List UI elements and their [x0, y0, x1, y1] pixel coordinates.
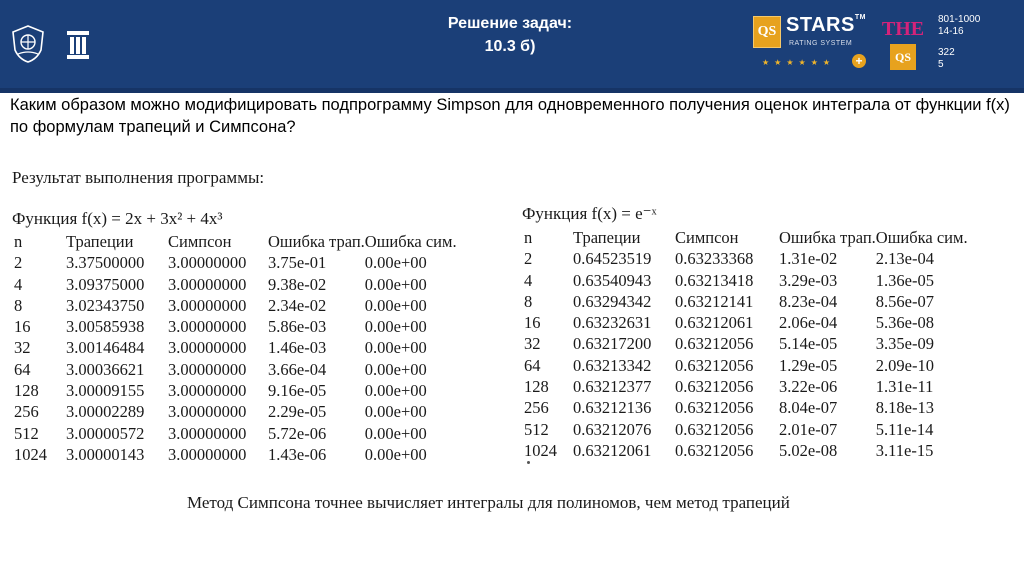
table-cell: 0.63212377: [573, 377, 652, 397]
table-cell: 16: [524, 313, 541, 333]
table-cell: 0.63212056: [675, 398, 754, 418]
table-cell: 0.63233368: [675, 249, 754, 269]
table-cell: 3.00000000: [168, 295, 247, 315]
table-cell: 3.09375000: [66, 274, 145, 294]
table-cell: 256: [524, 398, 549, 418]
table-cell: 5.86e-03: [268, 317, 327, 337]
results-table-polynomial: [14, 231, 457, 465]
table-cell: 512: [14, 423, 39, 443]
table-cell: 0.64523519: [573, 249, 652, 269]
table-cell: 2: [524, 249, 533, 269]
table-cell: 0.63213418: [675, 270, 754, 290]
column-header: n: [14, 232, 23, 251]
qs-rank: 322: [938, 47, 955, 58]
table-row: [14, 337, 457, 358]
qs-ranking-value: [938, 47, 955, 71]
column-header: Трапеции: [66, 232, 134, 251]
table-row: [524, 376, 968, 397]
table-cell: 0.63212056: [675, 334, 754, 354]
header-divider: [0, 88, 1024, 93]
column-header: Ошибка сим.: [875, 228, 968, 247]
table-cell: 8.23e-04: [779, 291, 838, 311]
stars-word: STARS: [786, 14, 855, 36]
table-cell: 3.29e-03: [779, 270, 838, 290]
column-header: Ошибка трап.: [779, 228, 876, 247]
table-cell: 3.00000572: [66, 423, 145, 443]
table-cell: 8.04e-07: [779, 398, 838, 418]
table-cell: 8: [524, 291, 533, 311]
table-cell: 0.63212061: [675, 313, 754, 333]
table-cell: 2.09e-10: [875, 355, 934, 375]
table-row: [524, 270, 968, 291]
table-cell: 512: [524, 419, 549, 439]
the-rank-years: 14-16: [938, 26, 964, 37]
table-cell: 3.00000000: [168, 402, 247, 422]
table-cell: 1.43e-06: [268, 444, 327, 464]
table-cell: 3.00000000: [168, 338, 247, 358]
table-cell: 0.63540943: [573, 270, 652, 290]
table-cell: 3.00000000: [168, 381, 247, 401]
table-cell: 64: [14, 359, 31, 379]
column-header: n: [524, 228, 533, 247]
table-cell: 3.00000143: [66, 444, 145, 464]
column-header: Трапеции: [573, 228, 641, 247]
table-cell: 3.00585938: [66, 317, 145, 337]
stars-tm: TM: [854, 14, 866, 21]
qs-rank-years: 5: [938, 59, 944, 70]
table-cell: 0.63212076: [573, 419, 652, 439]
table-cell: 0.63212136: [573, 398, 652, 418]
table-cell: 3.00000000: [168, 253, 247, 273]
table-cell: 0.63232631: [573, 313, 652, 333]
conclusion-text: Метод Симпсона точнее вычисляет интегралы для полиномов, чем метод трапеций: [187, 493, 790, 512]
table-cell: 0.00e+00: [364, 253, 427, 273]
table-cell: 3.22e-06: [779, 377, 838, 397]
table-cell: 3.00000000: [168, 359, 247, 379]
table-row: [14, 295, 457, 316]
table-row: [14, 380, 457, 401]
table-cell: 9.38e-02: [268, 274, 327, 294]
table-row: [524, 355, 968, 376]
table-cell: 0.63212141: [675, 291, 754, 311]
table-cell: 1.46e-03: [268, 338, 327, 358]
table-cell: 64: [524, 355, 541, 375]
table-cell: 2.06e-04: [779, 313, 838, 333]
table-row: [14, 252, 457, 273]
plus-badge-icon: +: [852, 54, 866, 68]
table-cell: 1024: [524, 440, 557, 460]
table-cell: 0.63213342: [573, 355, 652, 375]
table-row: [524, 397, 968, 418]
table-cell: 0.63294342: [573, 291, 652, 311]
table-row: [524, 312, 968, 333]
table-row: [14, 316, 457, 337]
table-cell: 0.63212056: [675, 419, 754, 439]
table-cell: 0.00e+00: [364, 359, 427, 379]
university-crest-icon: [10, 24, 46, 64]
table-cell: 8: [14, 295, 23, 315]
table-cell: 3.75e-01: [268, 253, 327, 273]
table-row: [524, 440, 968, 461]
table-row: [524, 333, 968, 354]
table-row: [524, 248, 968, 269]
function1-label: Функция f(x) = 2x + 3x² + 4x³: [12, 209, 223, 228]
rating-system-label: RATING SYSTEM: [789, 40, 853, 47]
question-text: Каким образом можно модифицировать подпрограмму Simpson для одновременного получения оценок интеграла от функции f(x) по формулам трапеций и Симпсона?: [10, 96, 1010, 136]
table-cell: 4: [14, 274, 23, 294]
table-cell: 0.00e+00: [364, 295, 427, 315]
table-cell: 2: [14, 253, 23, 273]
table-cell: 0.00e+00: [364, 317, 427, 337]
table-cell: 2.01e-07: [779, 419, 838, 439]
table-cell: 3.66e-04: [268, 359, 327, 379]
slide-title-line2: 10.3 б): [484, 38, 536, 55]
table-cell: 0.63212056: [675, 377, 754, 397]
the-mark: THE: [881, 18, 925, 40]
table-cell: 3.00000000: [168, 444, 247, 464]
table-cell: 2.13e-04: [875, 249, 934, 269]
table-cell: 8.56e-07: [875, 291, 934, 311]
column-header: Симпсон: [168, 232, 232, 251]
the-rank: 801-1000: [938, 14, 981, 25]
table-cell: 3.00009155: [66, 381, 145, 401]
column-header: Ошибка трап.: [268, 232, 365, 251]
table-cell: 0.63217200: [573, 334, 652, 354]
qs-stars-logo-icon: QS: [753, 16, 781, 48]
table-cell: 0.00e+00: [364, 402, 427, 422]
table-row: [14, 401, 457, 422]
result-title: Результат выполнения программы:: [12, 168, 265, 187]
table-cell: 3.00002289: [66, 402, 145, 422]
results-table-exponential: [524, 227, 968, 461]
table-row: [14, 359, 457, 380]
table-cell: 9.16e-05: [268, 381, 327, 401]
table-cell: 5.02e-08: [779, 440, 838, 460]
table-cell: 1.31e-02: [779, 249, 838, 269]
table-cell: 32: [14, 338, 31, 358]
table-cell: 0.00e+00: [364, 381, 427, 401]
table-header-row: [14, 231, 457, 252]
stars-wordmark: [786, 14, 866, 37]
table-cell: 3.37500000: [66, 253, 145, 273]
table-cell: 0.63212061: [573, 440, 652, 460]
table-row: [524, 291, 968, 312]
the-ranking-logo-icon: [881, 12, 925, 42]
faculty-column-icon: [66, 30, 90, 60]
table-row: [14, 274, 457, 295]
table-cell: 3.11e-15: [875, 440, 934, 460]
table-header-row: [524, 227, 968, 248]
table-cell: 3.00000000: [168, 317, 247, 337]
table-cell: 2.29e-05: [268, 402, 327, 422]
table-row: [14, 423, 457, 444]
the-ranking-value: [938, 14, 980, 38]
qs-ranking-logo-icon: QS: [890, 44, 916, 70]
table-cell: 0.63212056: [675, 355, 754, 375]
table-cell: 0.00e+00: [364, 444, 427, 464]
table-cell: 3.00000000: [168, 274, 247, 294]
table-cell: 3.35e-09: [875, 334, 934, 354]
table-cell: 2.34e-02: [268, 295, 327, 315]
table-cell: 8.18e-13: [875, 398, 934, 418]
table-cell: 5.14e-05: [779, 334, 838, 354]
table-row: [14, 444, 457, 465]
column-header: Ошибка сим.: [364, 232, 457, 251]
column-header: Симпсон: [675, 228, 739, 247]
table-cell: 0.00e+00: [364, 274, 427, 294]
table-cell: 32: [524, 334, 541, 354]
table-cell: 1.29e-05: [779, 355, 838, 375]
table-cell: 1024: [14, 444, 47, 464]
table-cell: 128: [524, 377, 549, 397]
table-cell: 3.00146484: [66, 338, 145, 358]
table-cell: 0.00e+00: [364, 338, 427, 358]
table-row: [524, 419, 968, 440]
table-cell: 256: [14, 402, 39, 422]
star-rating-icon: ★★★★★★: [762, 58, 836, 67]
slide-title-line1: Решение задач:: [447, 15, 573, 32]
table-cell: 0.63212056: [675, 440, 754, 460]
table-cell: 5.36e-08: [875, 313, 934, 333]
table-cell: 3.02343750: [66, 295, 145, 315]
decorative-dot: [527, 461, 530, 464]
table-cell: 5.72e-06: [268, 423, 327, 443]
table-cell: 0.00e+00: [364, 423, 427, 443]
table-cell: 16: [14, 317, 31, 337]
table-cell: 1.31e-11: [875, 377, 934, 397]
table-cell: 5.11e-14: [875, 419, 934, 439]
function2-label: Функция f(x) = e⁻ˣ: [522, 204, 657, 223]
table-cell: 128: [14, 381, 39, 401]
table-cell: 3.00000000: [168, 423, 247, 443]
table-cell: 3.00036621: [66, 359, 145, 379]
table-cell: 1.36e-05: [875, 270, 934, 290]
header-bar: [0, 0, 1024, 93]
table-cell: 4: [524, 270, 533, 290]
slide-title: [380, 12, 640, 58]
